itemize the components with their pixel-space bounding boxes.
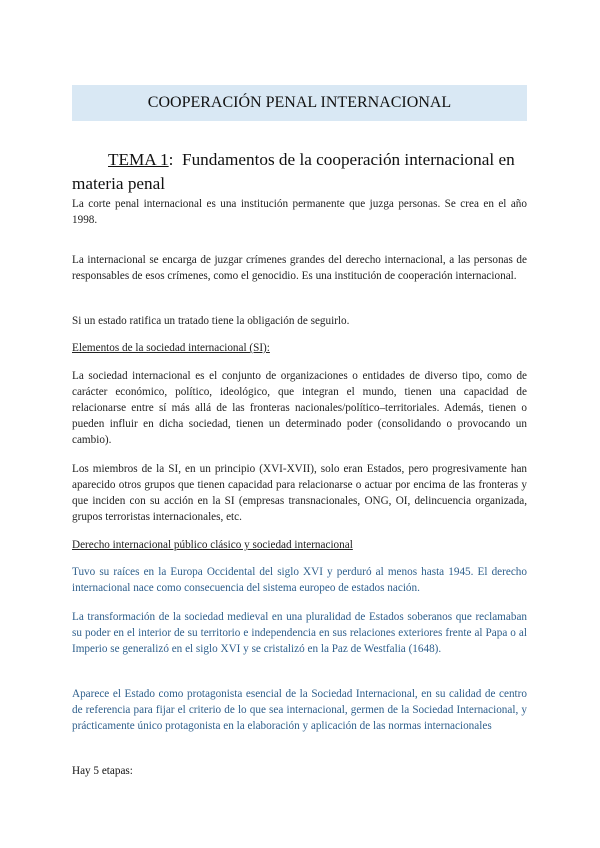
paragraph-highlighted: Tuvo su raíces en la Europa Occidental del siglo XVI y perduró al menos hasta 1945. El derecho internacional nace como consecuencia del sistema europeo de estados nación. — [72, 566, 527, 594]
topic-number: TEMA 1 — [108, 150, 169, 169]
paragraph: La sociedad internacional es el conjunto de organizaciones o entidades de diverso tipo, como de carácter económico, político, ideológico, que integran el mundo, tienen una capacidad de relacionarse entre sí más allá de las fronteras nacionales/político–territoriales. Además, tienen o pueden influir en dicha sociedad, tienen un determinado poder (consolidando o provocando un cambio). — [72, 370, 527, 446]
topic-colon: : — [168, 150, 174, 169]
document-title-banner — [72, 85, 527, 121]
paragraph: La corte penal internacional es una institución permanente que juzga personas. Se crea en el año 1998. — [72, 198, 527, 226]
paragraph-highlighted: Aparece el Estado como protagonista esencial de la Sociedad Internacional, en su calidad de centro de referencia para fijar el criterio de lo que sea internacional, germen de la Sociedad Internacional, y prácticamente único protagonista en la elaboración y aplicación de las normas internacionales — [72, 688, 527, 732]
topic-heading — [72, 148, 527, 196]
paragraph-highlighted: La transformación de la sociedad medieval en una pluralidad de Estados soberanos que reclamaban su poder en el interior de su territorio e independencia en sus relaciones exteriores frente al Papa o al Imperio se generalizó en el siglo XVI y se cristalizó en la Paz de Westfalia (1648). — [72, 611, 527, 655]
document-title: COOPERACIÓN PENAL INTERNACIONAL — [147, 94, 452, 111]
paragraph: La internacional se encarga de juzgar crímenes grandes del derecho internacional, a las personas de responsables de esos crímenes, como el genocidio. Es una institución de cooperación internacional. — [72, 254, 527, 282]
topic-title: Fundamentos de la cooperación internacional en materia penal — [72, 150, 515, 193]
paragraph: Si un estado ratifica un tratado tiene la obligación de seguirlo. — [72, 315, 350, 327]
paragraph: Hay 5 etapas: — [72, 765, 133, 777]
paragraph: Los miembros de la SI, en un principio (XVI-XVII), solo eran Estados, pero progresivamente han aparecido otros grupos que tienen capacidad para relacionarse o actuar por encima de las fronteras y que inciden con su acción en la SI (empresas transnacionales, ONG, OI, delincuencia organizada, grupos terroristas internacionales, etc. — [72, 463, 527, 523]
section-heading: Derecho internacional público clásico y sociedad internacional — [72, 539, 353, 551]
section-heading: Elementos de la sociedad internacional (SI): — [72, 342, 270, 354]
